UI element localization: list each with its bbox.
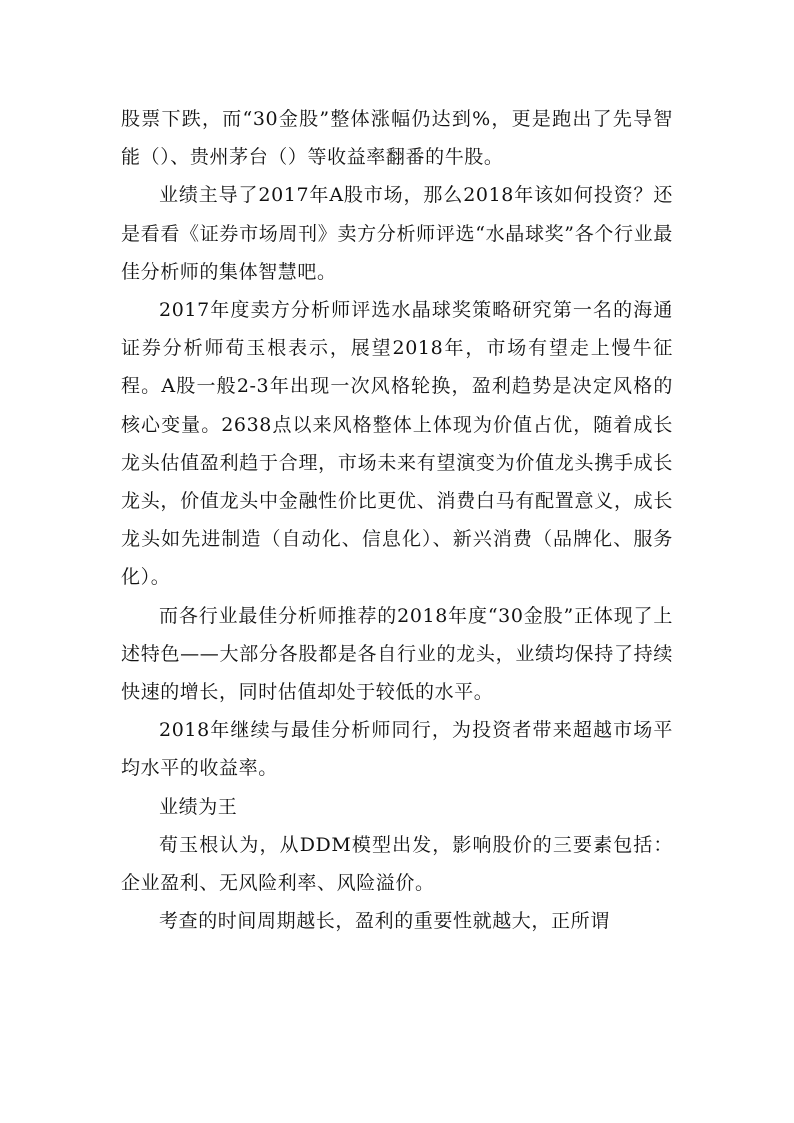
paragraph: 2018年继续与最佳分析师同行，为投资者带来超越市场平均水平的收益率。 <box>121 719 673 780</box>
paragraph: 2017年度卖方分析师评选水晶球奖策略研究第一名的海通证券分析师荀玉根表示，展望2018年，市场有望走上慢牛征程。A股一般2-3年出现一次风格轮换，盈利趋势是决定风格的核心变量。2638点以来风格整体上体现为价值占优，随着成长龙头估值盈利趋于合理，市场未来有望演变为价值龙头携手成长龙头，价值龙头中金融性价比更优、消费白马有配置意义，成长龙头如先进制造（自动化、信息化）、新兴消费（品牌化、服务化）。 <box>121 299 673 589</box>
paragraph: 业绩主导了2017年A股市场，那么2018年该如何投资？还是看看《证券市场周刊》卖方分析师评选“水晶球奖”各个行业最佳分析师的集体智慧吧。 <box>121 184 673 283</box>
paragraph-continuation: 股票下跌，而“30金股”整体涨幅仍达到%，更是跑出了先导智能（）、贵州茅台（）等收益率翻番的牛股。 <box>121 108 673 169</box>
paragraph: 而各行业最佳分析师推荐的2018年度“30金股”正体现了上述特色——大部分各股都是各自行业的龙头，业绩均保持了持续快速的增长，同时估值却处于较低的水平。 <box>121 604 673 704</box>
body-text <box>121 100 673 940</box>
paragraph: 荀玉根认为，从DDM模型出发，影响股价的三要素包括：企业盈利、无风险利率、风险溢价。 <box>121 833 673 895</box>
paragraph: 考查的时间周期越长，盈利的重要性就越大，正所谓 <box>159 910 610 933</box>
section-heading: 业绩为王 <box>159 795 238 818</box>
